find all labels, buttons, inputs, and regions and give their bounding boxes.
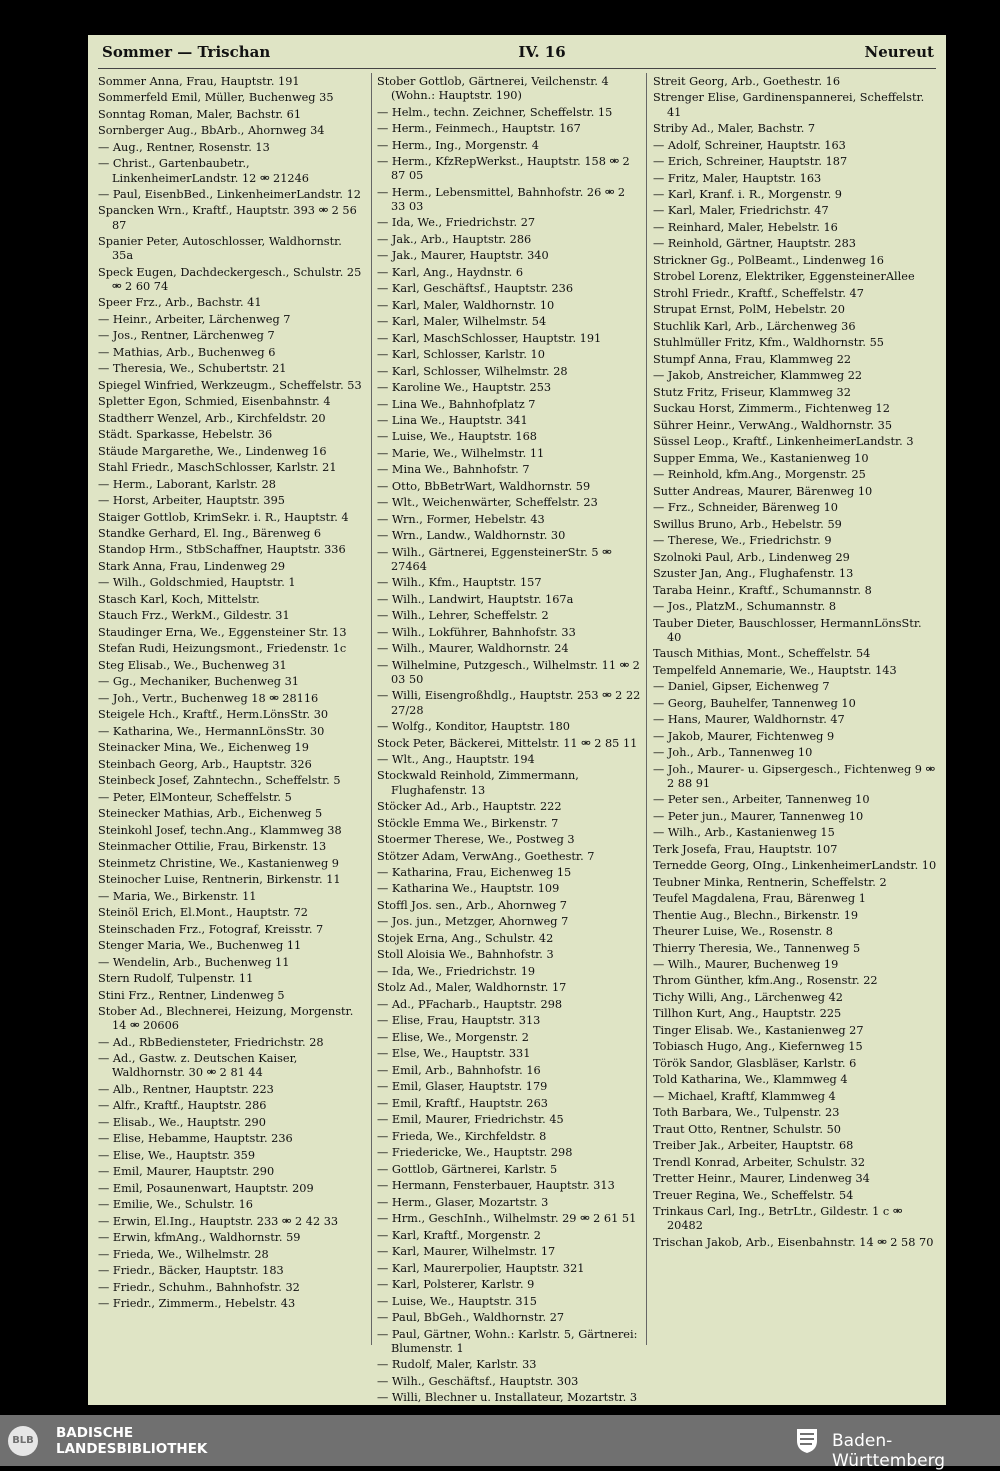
directory-entry: — Peter jun., Maurer, Tannenweg 10 (653, 809, 864, 823)
directory-entry: Stojek Erna, Ang., Schulstr. 42 (377, 931, 554, 945)
directory-entry: Stutz Fritz, Friseur, Klammweg 32 (653, 385, 851, 399)
library-name-line2: LANDESBIBLIOTHEK (56, 1441, 208, 1457)
directory-entry: Tempelfeld Annemarie, We., Hauptstr. 143 (653, 663, 897, 677)
directory-entry: — Karl, Schlosser, Karlstr. 10 (377, 348, 545, 362)
directory-entry: — Paul, EisenbBed., LinkenheimerLandstr. 12 (98, 188, 361, 201)
directory-entry: — Peter sen., Arbeiter, Tannenweg 10 (653, 793, 870, 807)
directory-entry: — Alb., Rentner, Hauptstr. 223 (98, 1082, 274, 1096)
directory-entry: Theurer Luise, We., Rosenstr. 8 (653, 925, 833, 939)
directory-entry: — Peter, ElMonteur, Scheffelstr. 5 (98, 790, 292, 804)
directory-entry: — Elise, We., Hauptstr. 359 (98, 1148, 256, 1162)
directory-entry: — Friedr., Schuhm., Bahnhofstr. 32 (98, 1280, 300, 1294)
directory-entry: Spiegel Winfried, Werkzeugm., Scheffelstr. 53 (98, 378, 362, 392)
directory-entry: Stadtherr Wenzel, Arb., Kirchfeldstr. 20 (98, 411, 326, 425)
directory-entry: — Joh., Arb., Tannenweg 10 (653, 746, 813, 760)
directory-entry: — Theresia, We., Schubertstr. 21 (98, 362, 287, 376)
directory-entry: Stober Gottlob, Gärtnerei, Veilchenstr. 4 (Wohn.: Hauptstr. 190) (377, 75, 609, 103)
directory-entry: Török Sandor, Glasbläser, Karlstr. 6 (653, 1056, 857, 1070)
directory-entry: — Emil, Glaser, Hauptstr. 179 (377, 1080, 548, 1094)
directory-entry: — Herm., Feinmech., Hauptstr. 167 (377, 122, 581, 136)
directory-entry: Supper Emma, We., Kastanienweg 10 (653, 451, 869, 465)
directory-entry: Steinmetz Christine, We., Kastanienweg 9 (98, 856, 339, 870)
directory-entry: — Erwin, El.Ing., Hauptstr. 233 ⚮ 2 42 33 (98, 1214, 339, 1228)
directory-entry: Städt. Sparkasse, Hebelstr. 36 (98, 428, 273, 442)
directory-entry: Stini Frz., Rentner, Lindenweg 5 (98, 988, 285, 1002)
directory-entry: Traut Otto, Rentner, Schulstr. 50 (653, 1122, 841, 1136)
directory-entry: Speck Eugen, Dachdeckergesch., Schulstr. 25 ⚮ 2 60 74 (98, 265, 362, 293)
directory-entry: Sornberger Aug., BbArb., Ahornweg 34 (98, 124, 325, 138)
directory-entry: Strobel Lorenz, Elektriker, EggensteinerAllee (653, 270, 915, 284)
directory-entry: Stöcker Ad., Arb., Hauptstr. 222 (377, 800, 562, 814)
directory-entry: — Aug., Rentner, Rosenstr. 13 (98, 140, 270, 154)
directory-entry: — Ida, We., Friedrichstr. 19 (377, 964, 536, 978)
directory-entry: — Erich, Schreiner, Hauptstr. 187 (653, 155, 848, 169)
directory-entry: Stuchlik Karl, Arb., Lärchenweg 36 (653, 319, 856, 333)
directory-entry: — Wilh., Goldschmied, Hauptstr. 1 (98, 576, 296, 590)
directory-entry: Strickner Gg., PolBeamt., Lindenweg 16 (653, 253, 884, 267)
directory-entry: — Hrm., GeschInh., Wilhelmstr. 29 ⚮ 2 61 51 (377, 1212, 637, 1226)
directory-entry: — Fritz, Maler, Hauptstr. 163 (653, 171, 822, 185)
directory-entry: Sonntag Roman, Maler, Bachstr. 61 (98, 107, 302, 121)
directory-entry: Thierry Theresia, We., Tannenweg 5 (653, 941, 861, 955)
directory-entry: Stoffl Jos. sen., Arb., Ahornweg 7 (377, 898, 567, 912)
directory-entry: Sutter Andreas, Maurer, Bärenweg 10 (653, 484, 873, 498)
directory-entry: — Herm., Ing., Morgenstr. 4 (377, 138, 539, 152)
directory-entry: Stockwald Reinhold, Zimmermann, Flughafenstr. 13 (377, 769, 579, 797)
header-locality: Neureut (864, 43, 934, 61)
directory-entry: Sommer Anna, Frau, Hauptstr. 191 (98, 75, 300, 88)
directory-entry: — Wrn., Former, Hebelstr. 43 (377, 512, 545, 526)
directory-entry: Trinkaus Carl, Ing., BetrLtr., Gildestr. 1 c ⚮ 20482 (653, 1205, 903, 1233)
directory-entry: — Wilh., Landwirt, Hauptstr. 167a (377, 592, 574, 606)
directory-entry: Tretter Heinr., Maurer, Lindenweg 34 (653, 1172, 870, 1186)
directory-entry: — Hans, Maurer, Waldhornstr. 47 (653, 713, 845, 727)
directory-entry: — Herm., Glaser, Mozartstr. 3 (377, 1195, 549, 1209)
directory-entry: Stahl Friedr., MaschSchlosser, Karlstr. 21 (98, 461, 337, 475)
directory-entry: Strupat Ernst, PolM, Hebelstr. 20 (653, 303, 845, 317)
directory-entry: Steinacker Mina, We., Eichenweg 19 (98, 741, 309, 755)
directory-entry: — Wilh., Maurer, Waldhornstr. 24 (377, 642, 569, 656)
directory-entry: Teufel Magdalena, Frau, Bärenweg 1 (653, 892, 866, 906)
directory-entry: — Karoline We., Hauptstr. 253 (377, 381, 552, 395)
directory-entry: — Karl, Maurer, Wilhelmstr. 17 (377, 1245, 556, 1259)
directory-entry: — Karl, Kranf. i. R., Morgenstr. 9 (653, 188, 842, 201)
directory-entry: — Herm., Laborant, Karlstr. 28 (98, 477, 276, 491)
directory-entry: — Christ., Gartenbaubetr., LinkenheimerLandstr. 12 ⚮ 21246 (98, 157, 309, 185)
directory-entry: — Jakob, Maurer, Fichtenweg 9 (653, 729, 835, 743)
directory-entry: — Wilh., Maurer, Buchenweg 19 (653, 957, 839, 971)
directory-entry: Ternedde Georg, OIng., LinkenheimerLandstr. 10 (653, 859, 937, 873)
header-rule (98, 68, 936, 69)
directory-entry: Streit Georg, Arb., Goethestr. 16 (653, 75, 841, 88)
directory-entry: — Maria, We., Birkenstr. 11 (98, 889, 257, 903)
directory-entry: — Wolfg., Konditor, Hauptstr. 180 (377, 720, 570, 734)
directory-entry: Stoermer Therese, We., Postweg 3 (377, 833, 575, 847)
directory-entry: Tauber Dieter, Bauschlosser, HermannLönsStr. 40 (653, 616, 922, 644)
directory-entry: Toth Barbara, We., Tulpenstr. 23 (653, 1106, 840, 1120)
directory-entry: — Ad., Gastw. z. Deutschen Kaiser, Waldhornstr. 30 ⚮ 2 81 44 (98, 1052, 298, 1080)
directory-entry: Stumpf Anna, Frau, Klammweg 22 (653, 352, 852, 366)
directory-entry: — Reinhold, kfm.Ang., Morgenstr. 25 (653, 468, 866, 482)
directory-entry: Steinocher Luise, Rentnerin, Birkenstr. 11 (98, 873, 341, 887)
directory-entry: — Frieda, We., Wilhelmstr. 28 (98, 1247, 269, 1261)
directory-entry: Spanier Peter, Autoschlosser, Waldhornstr. 35a (98, 235, 342, 263)
directory-entry: Stern Rudolf, Tulpenstr. 11 (98, 972, 254, 986)
directory-entry: — Therese, We., Friedrichstr. 9 (653, 534, 832, 548)
directory-entry: — Emilie, We., Schulstr. 16 (98, 1198, 253, 1212)
directory-entry: — Joh., Maurer- u. Gipsergesch., Fichtenweg 9 ⚮ 2 88 91 (653, 762, 936, 790)
directory-entry: — Ad., PFacharb., Hauptstr. 298 (377, 997, 563, 1011)
directory-entry: — Ad., RbBediensteter, Friedrichstr. 28 (98, 1035, 324, 1049)
directory-entry: Stöckle Emma We., Birkenstr. 7 (377, 816, 559, 830)
directory-entry: — Herm., KfzRepWerkst., Hauptstr. 158 ⚮ 2 87 05 (377, 155, 630, 183)
directory-entry: Stark Anna, Frau, Lindenweg 29 (98, 559, 286, 573)
directory-entry: — Elise, We., Morgenstr. 2 (377, 1030, 529, 1044)
directory-entry: Tichy Willi, Ang., Lärchenweg 42 (653, 990, 843, 1004)
directory-entry: — Rudolf, Maler, Karlstr. 33 (377, 1358, 537, 1372)
directory-entry: Steinmacher Ottilie, Frau, Birkenstr. 13 (98, 840, 327, 854)
directory-entry: — Frieda, We., Kirchfeldstr. 8 (377, 1129, 547, 1143)
directory-entry: — Marie, We., Wilhelmstr. 11 (377, 446, 545, 460)
directory-entry: — Gottlob, Gärtnerei, Karlstr. 5 (377, 1162, 558, 1176)
directory-entry: — Helm., techn. Zeichner, Scheffelstr. 15 (377, 105, 613, 119)
directory-entry: — Emil, Kraftf., Hauptstr. 263 (377, 1096, 548, 1110)
directory-entry: — Karl, Ang., Haydnstr. 6 (377, 265, 524, 279)
directory-entry: — Wilh., Gärtnerei, EggensteinerStr. 5 ⚮ 27464 (377, 545, 612, 573)
directory-entry: Szuster Jan, Ang., Flughafenstr. 13 (653, 567, 854, 581)
directory-entry: — Emil, Maurer, Friedrichstr. 45 (377, 1113, 564, 1127)
directory-entry: Steinschaden Frz., Fotograf, Kreisstr. 7 (98, 922, 324, 936)
directory-entry: — Heinr., Arbeiter, Lärchenweg 7 (98, 312, 291, 326)
directory-entry: — Karl, Polsterer, Karlstr. 9 (377, 1278, 535, 1292)
directory-entry: Steinbach Georg, Arb., Hauptstr. 326 (98, 757, 312, 771)
directory-entry: — Katharina We., Hauptstr. 109 (377, 882, 560, 896)
directory-entry: Steinbeck Josef, Zahntechn., Scheffelstr. 5 (98, 774, 341, 788)
directory-entry: — Elise, Hebamme, Hauptstr. 236 (98, 1132, 293, 1146)
library-name-line1: BADISCHE (56, 1425, 134, 1441)
directory-entry: Treuer Regina, We., Scheffelstr. 54 (653, 1188, 854, 1202)
directory-entry: Steinecker Mathias, Arb., Eichenweg 5 (98, 807, 323, 821)
directory-entry: — Emil, Maurer, Hauptstr. 290 (98, 1165, 275, 1179)
directory-entry: — Jak., Maurer, Hauptstr. 340 (377, 249, 549, 263)
directory-entry: Strenger Elise, Gardinenspannerei, Scheffelstr. 41 (653, 91, 925, 119)
directory-entry: — Elise, Frau, Hauptstr. 313 (377, 1014, 541, 1028)
directory-entry: Swillus Bruno, Arb., Hebelstr. 59 (653, 517, 842, 531)
directory-entry: Tillhon Kurt, Ang., Hauptstr. 225 (653, 1007, 842, 1021)
directory-entry: — Willi, Eisengroßhdlg., Hauptstr. 253 ⚮ 2 22 27/28 (377, 689, 641, 717)
directory-entry: — Wlt., Ang., Hauptstr. 194 (377, 753, 535, 766)
directory-page (88, 35, 946, 1405)
directory-entry: — Michael, Kraftf, Klammweg 4 (653, 1089, 836, 1103)
directory-entry: Terk Josefa, Frau, Hauptstr. 107 (653, 842, 838, 856)
directory-entry: Standop Hrm., StbSchaffner, Hauptstr. 336 (98, 543, 346, 557)
directory-entry: — Wilh., Kfm., Hauptstr. 157 (377, 576, 542, 590)
directory-entry: — Ida, We., Friedrichstr. 27 (377, 216, 536, 230)
directory-entry: — Jak., Arb., Hauptstr. 286 (377, 232, 532, 246)
directory-entry: — Karl, Maler, Wilhelmstr. 54 (377, 315, 547, 329)
directory-entry: — Joh., Vertr., Buchenweg 18 ⚮ 28116 (98, 691, 319, 705)
directory-entry: — Wilh., Geschäftsf., Hauptstr. 303 (377, 1374, 579, 1388)
directory-entry: Stuhlmüller Fritz, Kfm., Waldhornstr. 55 (653, 336, 884, 350)
directory-entry: — Luise, We., Hauptstr. 315 (377, 1294, 537, 1308)
directory-entry: — Willi, Blechner u. Installateur, Mozartstr. 3 (377, 1391, 638, 1405)
directory-entry: — Friedr., Zimmerm., Hebelstr. 43 (98, 1296, 296, 1310)
directory-entry: Treiber Jak., Arbeiter, Hauptstr. 68 (653, 1139, 854, 1153)
directory-column-1 (98, 75, 366, 1311)
directory-entry: — Adolf, Schreiner, Hauptstr. 163 (653, 138, 846, 152)
directory-entry: — Wilh., Lokführer, Bahnhofstr. 33 (377, 625, 576, 639)
state-label[interactable]: Baden-Württemberg (832, 1431, 946, 1471)
header-page-number: IV. 16 (518, 43, 566, 61)
directory-entry: — Karl, Kraftf., Morgenstr. 2 (377, 1228, 541, 1242)
directory-entry: Steinöl Erich, El.Mont., Hauptstr. 72 (98, 906, 308, 920)
directory-entry: Stock Peter, Bäckerei, Mittelstr. 11 ⚮ 2 85 11 (377, 736, 638, 750)
directory-entry: — Katharina, Frau, Eichenweg 15 (377, 866, 572, 879)
directory-entry: — Alfr., Kraftf., Hauptstr. 286 (98, 1099, 267, 1113)
directory-entry: — Lina We., Hauptstr. 341 (377, 414, 528, 427)
directory-entry: — Erwin, kfmAng., Waldhornstr. 59 (98, 1231, 301, 1245)
directory-entry: — Reinhold, Gärtner, Hauptstr. 283 (653, 237, 856, 251)
directory-entry: — Wrn., Landw., Waldhornstr. 30 (377, 529, 566, 543)
directory-column-2 (377, 75, 642, 1405)
directory-entry: — Karl, Schlosser, Wilhelmstr. 28 (377, 364, 568, 378)
directory-entry: Trischan Jakob, Arb., Eisenbahnstr. 14 ⚮ 2 58 70 (653, 1235, 934, 1249)
directory-entry: Tausch Mithias, Mont., Scheffelstr. 54 (653, 647, 871, 661)
directory-entry: — Hermann, Fensterbauer, Hauptstr. 313 (377, 1179, 615, 1193)
directory-entry: — Friedericke, We., Hauptstr. 298 (377, 1146, 573, 1160)
directory-entry: — Katharina, We., HermannLönsStr. 30 (98, 724, 325, 738)
directory-entry: — Emil, Posaunenwart, Hauptstr. 209 (98, 1181, 314, 1195)
directory-entry: Standke Gerhard, El. Ing., Bärenweg 6 (98, 527, 322, 540)
directory-entry: — Wlt., Weichenwärter, Scheffelstr. 23 (377, 496, 598, 510)
directory-entry: Stober Ad., Blechnerei, Heizung, Morgenstr. 14 ⚮ 20606 (98, 1005, 354, 1033)
directory-entry: — Mina We., Bahnhofstr. 7 (377, 463, 530, 477)
library-name (56, 1425, 207, 1457)
directory-entry: Throm Günther, kfm.Ang., Rosenstr. 22 (653, 974, 878, 988)
directory-entry: — Jos., Rentner, Lärchenweg 7 (98, 329, 275, 343)
directory-entry: — Horst, Arbeiter, Hauptstr. 395 (98, 494, 285, 508)
column-divider (646, 73, 647, 1345)
directory-entry: Spletter Egon, Schmied, Eisenbahnstr. 4 (98, 395, 331, 409)
directory-entry: — Karl, Geschäftsf., Hauptstr. 236 (377, 282, 574, 296)
directory-entry: — Karl, Maurerpolier, Hauptstr. 321 (377, 1261, 585, 1275)
directory-entry: Stäude Margarethe, We., Lindenweg 16 (98, 444, 327, 458)
directory-entry: — Reinhard, Maler, Hebelstr. 16 (653, 220, 838, 234)
directory-entry: — Jos., PlatzM., Schumannstr. 8 (653, 600, 837, 614)
directory-entry: — Wilh., Lehrer, Scheffelstr. 2 (377, 609, 549, 623)
directory-entry: Stolz Ad., Maler, Waldhornstr. 17 (377, 981, 567, 995)
directory-entry: Strohl Friedr., Kraftf., Scheffelstr. 47 (653, 286, 864, 300)
directory-entry: Stefan Rudi, Heizungsmont., Friedenstr. 1c (98, 642, 347, 656)
directory-entry: — Wilhelmine, Putzgesch., Wilhelmstr. 11 ⚮ 2 03 50 (377, 658, 640, 686)
directory-entry: Szolnoki Paul, Arb., Lindenweg 29 (653, 550, 850, 564)
footer-bar (0, 1415, 1000, 1471)
directory-entry: Steinkohl Josef, techn.Ang., Klammweg 38 (98, 823, 342, 837)
directory-entry: Staudinger Erna, We., Eggensteiner Str. 13 (98, 625, 347, 639)
directory-entry: — Wendelin, Arb., Buchenweg 11 (98, 955, 290, 969)
directory-entry: Tobiasch Hugo, Ang., Kiefernweg 15 (653, 1040, 863, 1054)
directory-entry: Süssel Leop., Kraftf., LinkenheimerLandstr. 3 (653, 435, 914, 449)
directory-entry: Teubner Minka, Rentnerin, Scheffelstr. 2 (653, 875, 887, 889)
directory-entry: — Gg., Mechaniker, Buchenweg 31 (98, 675, 299, 689)
directory-entry: Sommerfeld Emil, Müller, Buchenweg 35 (98, 91, 334, 105)
directory-entry: Suckau Horst, Zimmerm., Fichtenweg 12 (653, 402, 890, 416)
directory-entry: — Emil, Arb., Bahnhofstr. 16 (377, 1063, 541, 1077)
column-divider (371, 73, 372, 1345)
directory-entry: Taraba Heinr., Kraftf., Schumannstr. 8 (653, 583, 872, 597)
directory-entry: Spancken Wrn., Kraftf., Hauptstr. 393 ⚮ 2 56 87 (98, 204, 357, 232)
directory-entry: — Otto, BbBetrWart, Waldhornstr. 59 (377, 479, 591, 493)
directory-entry: Staiger Gottlob, KrimSekr. i. R., Hauptstr. 4 (98, 510, 349, 524)
directory-entry: Stauch Frz., WerkM., Gildestr. 31 (98, 609, 290, 623)
directory-entry: Stötzer Adam, VerwAng., Goethestr. 7 (377, 849, 595, 863)
directory-entry: Steigele Hch., Kraftf., Herm.LönsStr. 30 (98, 708, 329, 722)
directory-entry: Stasch Karl, Koch, Mittelstr. (98, 592, 260, 606)
directory-entry: Stenger Maria, We., Buchenweg 11 (98, 939, 302, 953)
directory-entry: Told Katharina, We., Klammweg 4 (653, 1073, 848, 1087)
directory-entry: — Mathias, Arb., Buchenweg 6 (98, 345, 276, 359)
blb-logo-icon[interactable]: BLB (8, 1426, 38, 1456)
directory-entry: — Karl, MaschSchlosser, Hauptstr. 191 (377, 331, 602, 345)
directory-entry: Stoll Aloisia We., Bahnhofstr. 3 (377, 948, 554, 962)
directory-entry: Steg Elisab., We., Buchenweg 31 (98, 658, 287, 672)
directory-entry: — Jos. jun., Metzger, Ahornweg 7 (377, 915, 569, 929)
directory-entry: — Wilh., Arb., Kastanienweg 15 (653, 826, 835, 840)
state-coat-of-arms-icon (792, 1425, 822, 1455)
directory-entry: Sührer Heinr., VerwAng., Waldhornstr. 35 (653, 418, 893, 432)
directory-entry: — Else, We., Hauptstr. 331 (377, 1047, 531, 1061)
directory-entry: — Daniel, Gipser, Eichenweg 7 (653, 680, 830, 694)
directory-entry: — Elisab., We., Hauptstr. 290 (98, 1115, 266, 1129)
directory-entry: — Paul, BbGeh., Waldhornstr. 27 (377, 1311, 565, 1325)
directory-entry: — Frz., Schneider, Bärenweg 10 (653, 501, 838, 515)
directory-entry: — Karl, Maler, Friedrichstr. 47 (653, 204, 829, 218)
directory-entry: — Karl, Maler, Waldhornstr. 10 (377, 298, 555, 312)
directory-entry: — Paul, Gärtner, Wohn.: Karlstr. 5, Gärtnerei: Blumenstr. 1 (377, 1327, 638, 1355)
directory-entry: — Luise, We., Hauptstr. 168 (377, 430, 537, 444)
directory-entry: — Lina We., Bahnhofplatz 7 (377, 397, 536, 411)
header-name-range: Sommer — Trischan (102, 43, 271, 61)
page-header (102, 43, 934, 65)
directory-entry: Striby Ad., Maler, Bachstr. 7 (653, 122, 816, 136)
directory-column-3 (653, 75, 937, 1250)
directory-entry: Thentie Aug., Blechn., Birkenstr. 19 (653, 908, 859, 922)
directory-entry: — Georg, Bauhelfer, Tannenweg 10 (653, 696, 856, 710)
directory-entry: Trendl Konrad, Arbeiter, Schulstr. 32 (653, 1155, 866, 1169)
directory-entry: — Herm., Lebensmittel, Bahnhofstr. 26 ⚮ 2 33 03 (377, 185, 626, 213)
directory-entry: — Friedr., Bäcker, Hauptstr. 183 (98, 1264, 284, 1278)
directory-entry: Speer Frz., Arb., Bachstr. 41 (98, 296, 262, 310)
directory-entry: Tinger Elisab. We., Kastanienweg 27 (653, 1023, 864, 1037)
directory-entry: — Jakob, Anstreicher, Klammweg 22 (653, 369, 863, 383)
